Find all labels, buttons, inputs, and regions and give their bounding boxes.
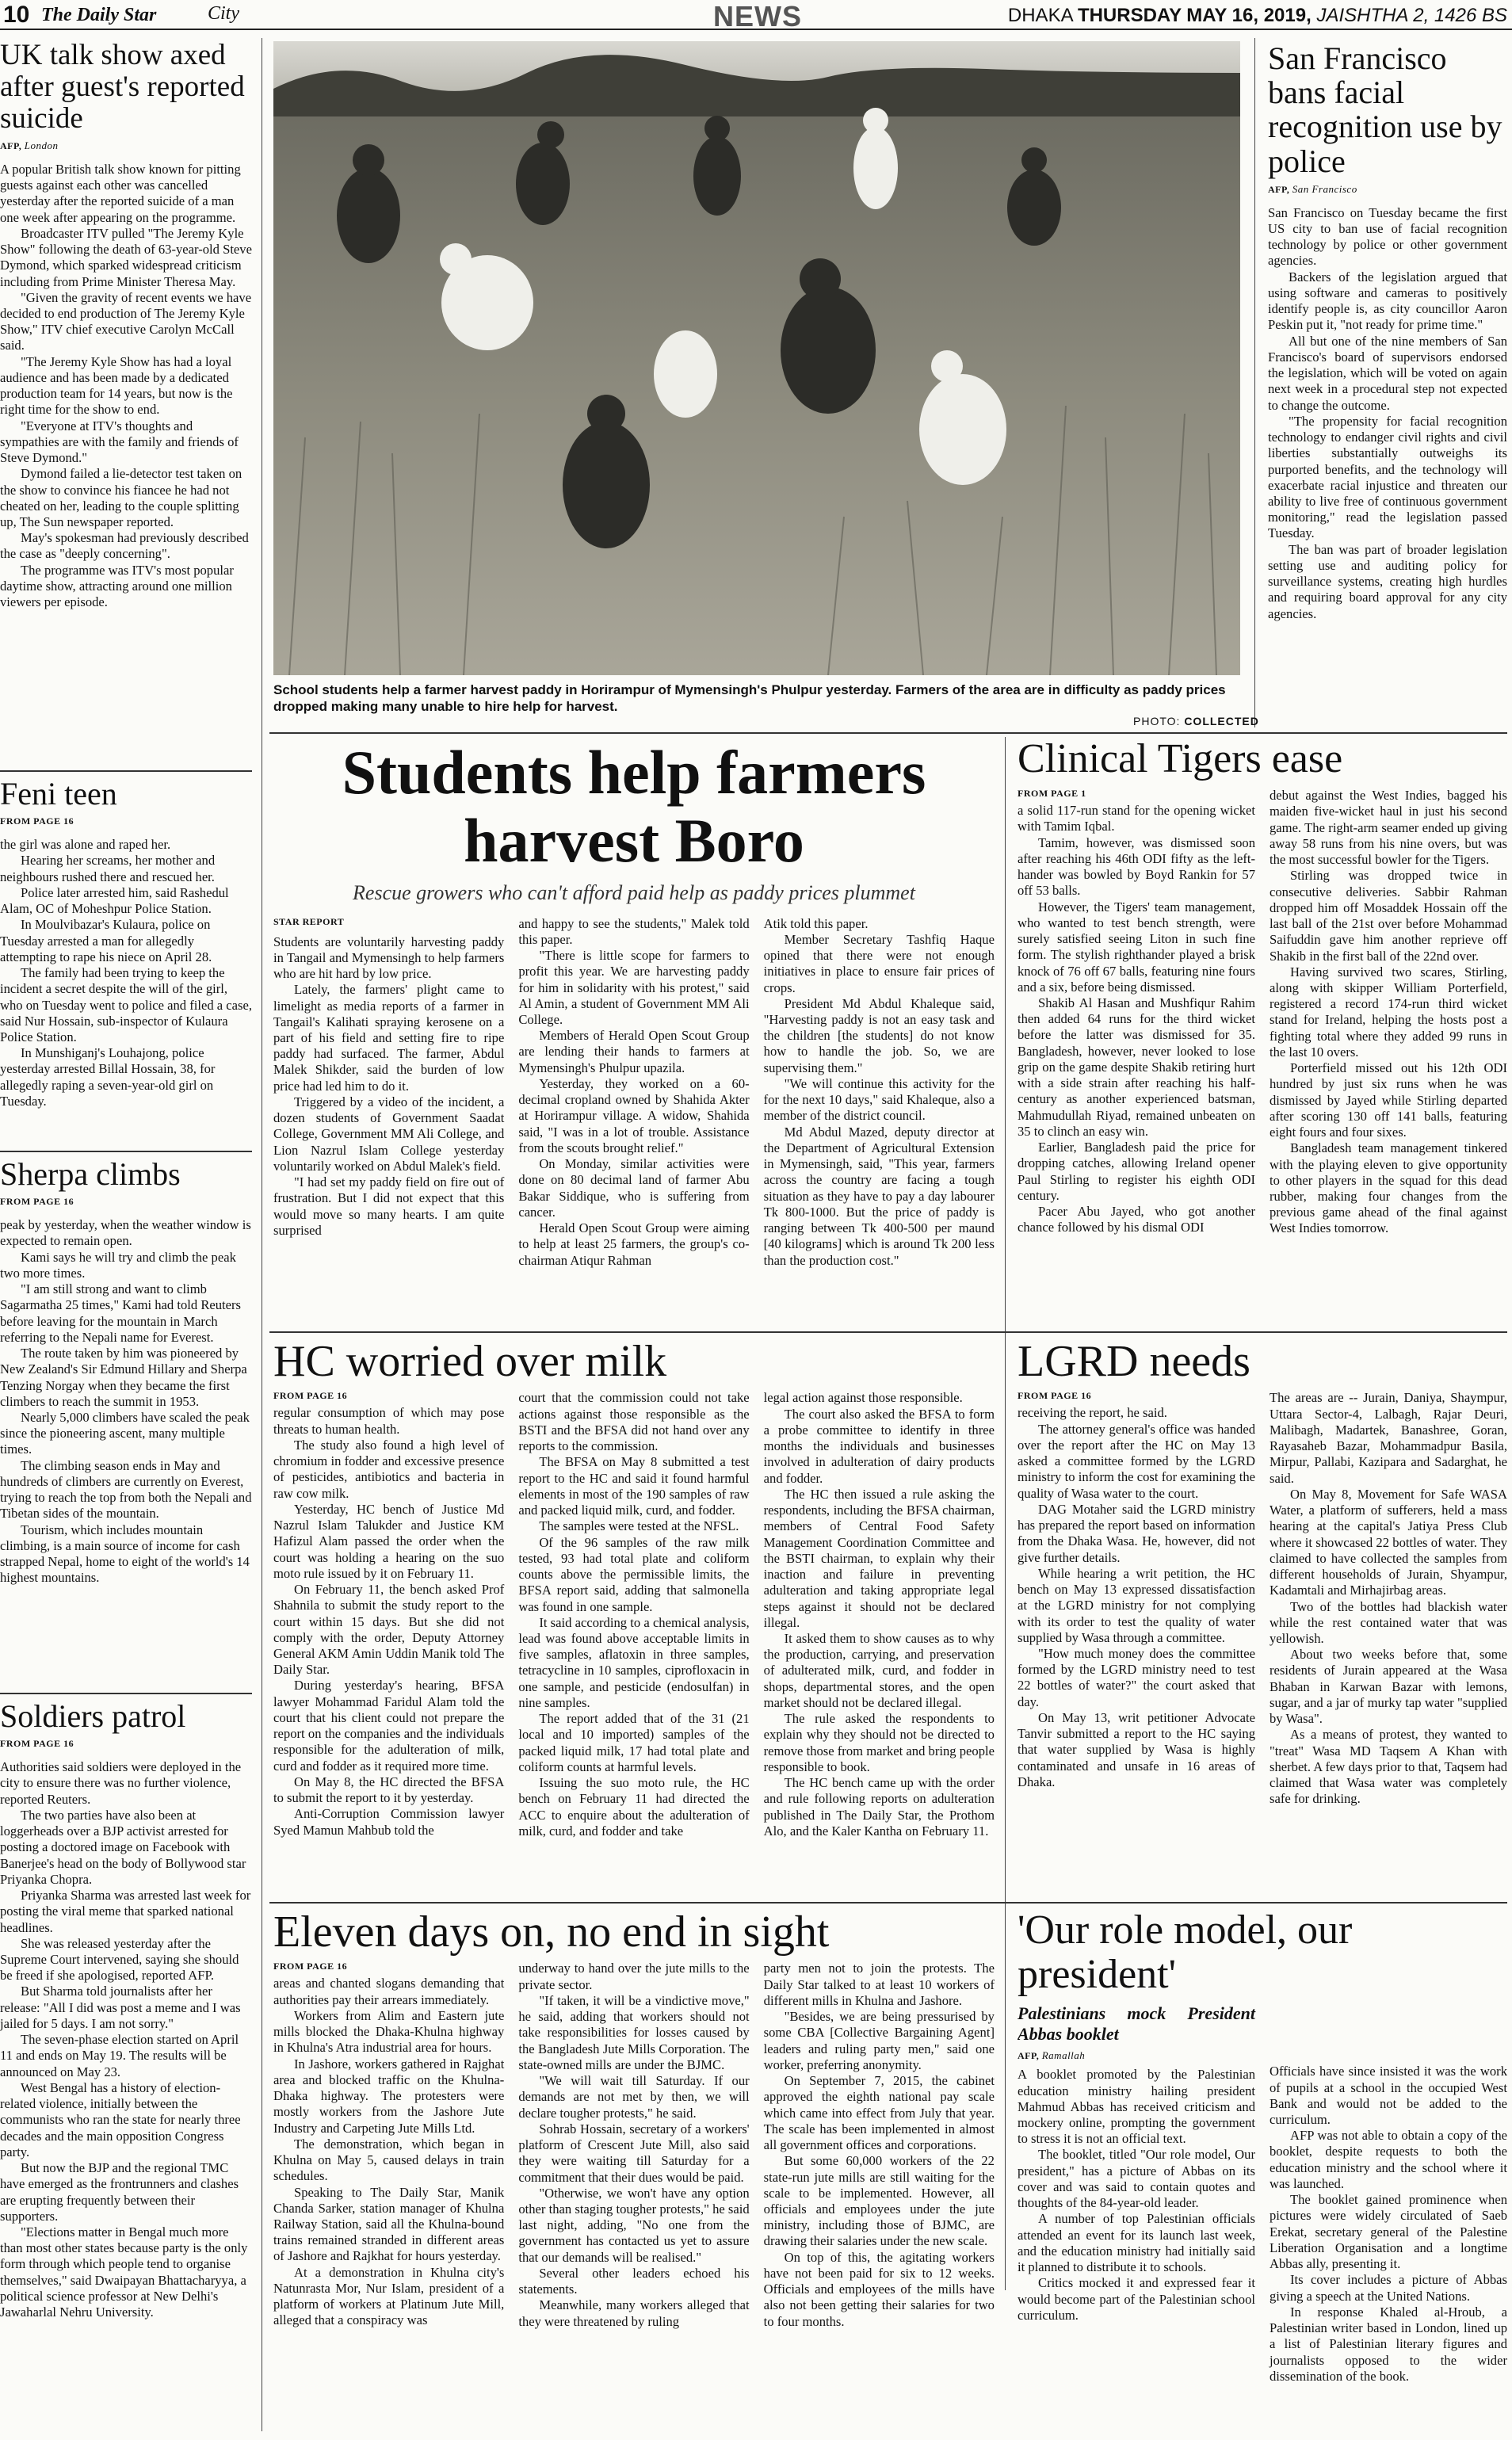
harvest-photo [273, 41, 1240, 675]
article-sherpa-climbs [0, 1151, 252, 1691]
article-body: Authorities said soldiers were deployed in the city to ensure there was no further violence, reported Reuters. The two parties have also been at loggerheads over a BJP activist arrested for posting a doctored image on Facebook with Banerjee's head on the body of Bollywood star Priyanka Chopra. Priyanka Sharma was arrested last week for posting the viral meme that sparked national headlines. She was released yesterday after the Supreme Court intervened, saying she should be freed if she apologised, reported AFP. But Sharma told journalists after her release: "All I did was post a meme and I was jailed for 5 days. I am not sorry." The seven-phase election started on April 11 and ends on May 19. The results will be announced on May 23. West Bengal has a history of election-related violence, initially between the communists who ran the state for nearly three decades and the main opposition Congress party. But now the BJP and the regional TMC have emerged as the frontrunners and clashes are erupting frequently between their supporters. "Elections matter in Bengal much more than most other states because party is the only form through which people tend to organise themselves," said Dwaipayan Bhattacharyya, a political science professor at New Delhi's Jawaharlal Nehru University. [0, 1759, 251, 2320]
headline: Clinical Tigers ease [1018, 737, 1343, 781]
section-label: NEWS [713, 0, 802, 32]
from-page: FROM PAGE 16 [0, 1196, 74, 1208]
article-column-1: FROM PAGE 16 regular consumption of which may pose threats to human health. The study also found a high level of chromium in fodder and excessive presence of pesticides, antibiotics and bacteria in raw cow milk. Yesterday, HC bench of Justice Md Nazrul Islam Talukder and Justice KM Hafizul Alam passed the order when the court was holding a hearing on the suo moto rule issued by it on February 11. On February 11, the bench asked Prof Shahnila to submit the study report to the court within 15 days. But she did not comply with the order, Deputy Attorney General AKM Amin Uddin Manik told The Daily Star. During yesterday's hearing, BFSA lawyer Mohammad Faridul Alam told the court that his client could not prepare the report on the companies and the individuals responsible for the adulteration of milk, curd and fodder as it required more time. On May 8, the HC directed the BFSA to submit the report to it by yesterday. Anti-Corruption Commission lawyer Syed Mamun Mahbub told the [273, 1390, 505, 1838]
from-page: FROM PAGE 16 [1018, 1390, 1092, 1402]
article-hc-milk [273, 1338, 995, 1896]
article-column-2: debut against the West Indies, bagged his maiden five-wicket haul in just his second game. The right-arm seamer ended up giving away 58 runs from his nine overs, but was the most successful bowler for the Tigers. Stirling was dropped twice in consecutive deliveries. Sabbir Rahman dropped him off Mosaddek Hossain off the last ball of the 21st over before Mohammad Saifuddin gave him another reprieve off Shakib in the first ball of the 22nd over. Having survived two scares, Stirling, along with skipper William Porterfield, registered a record 174-run third wicket stand for Ireland, helping the hosts post a fighting total where they added 99 runs in the last 10 overs. Porterfield missed out his 12th ODI hundred by just six runs when he was dismissed by Jayed while Stirling departed after scoring 130 off 141 balls, featuring eight fours and four sixes. Bangladesh team management tinkered with the playing eleven to give opportunity to other players in the squad for this dead rubber, making four changes from the previous game ahead of the final against West Indies tomorrow. [1270, 788, 1507, 1236]
article-column-2: underway to hand over the jute mills to the private sector. "If taken, it will be a vindictive move," he said, adding that workers should not take responsibilities for losses caused by the Bangladesh Jute Mills Corporation. The state-owned mills are under the BJMC. "We will wait till Saturday. If our demands are not met by then, we will declare tougher protests," he said. Sohrab Hossain, secretary of a workers' platform of Crescent Jute Mill, also said they were waiting till Saturday for a commitment that their dues would be paid. "Otherwise, we won't have any option other than staging tougher protests," he said last night, adding, "No one from the government has contacted us yet to assure that our demands will be realised." Several other leaders echoed his statements. Meanwhile, many workers alleged that they were threatened by ruling [518, 1961, 750, 2329]
headline: Students help farmers harvest Boro [342, 738, 926, 875]
article-uk-talk-show [0, 40, 252, 769]
headline: Soldiers patrol [0, 1698, 186, 1734]
article-column-2: and happy to see the students," Malek told this paper. "There is little scope for farmers to profit this year. We are harvesting paddy for him in solidarity with his protest," said Al Amin, a student of Government MM Ali College. Members of Herald Open Scout Group are lending their hands to farmers at Mymensingh's Phulpur upazila. Yesterday, they worked on a 60-decimal cropland owned by Shahida Akter at Horirampur village. A widow, Shahida said, "I was in a lot of trouble. Assistance from the scouts brought relief." On Monday, similar activities were done on 80 decimal land of farmer Abu Bakar Siddique, who is suffering from cancer. Herald Open Scout Group were aiming to help at least 25 farmers, the group's co-chairman Atiqur Rahman [518, 915, 750, 1268]
headline: San Francisco bans facial recognition use by police [1268, 41, 1502, 179]
article-feni-teen [0, 770, 252, 1149]
byline: STAR REPORT [273, 915, 345, 927]
article-column-1: STAR REPORT Students are voluntarily harvesting paddy in Tangail and Mymensingh to help farmers who are hit hard by low price. Lately, the farmers' plight came to limelight as media reports of a farmer in Tangail's Kalihati spraying kerosene on a part of his field and setting fire to ripe paddy had surfaced. The farmer, Abdul Malek Shikder, said the burden of low price had led him to do it. Triggered by a video of the incident, a dozen students of Government Saadat College, Government MM Ali College, and Lion Nazrul Islam College yesterday voluntarily worked on Abdul Malek's field. "I had set my paddy field on fire out of frustration. But I did not expect that this would move so many hearts. I am quite surprised [273, 915, 505, 1238]
article-san-francisco [1268, 41, 1507, 729]
article-body: peak by yesterday, when the weather window is expected to remain open. Kami says he will try and climb the peak two more times. "I am still strong and want to climb Sagarmatha 25 times," Kami had told Reuters before leaving for the mountain in March referring to the Nepali name for Everest. The route taken by him was pioneered by New Zealand's Sir Edmund Hillary and Sherpa Tenzing Norgay when they became the first climbers to reach the summit in 1953. Nearly 5,000 climbers have scaled the peak since the pioneering ascent, many multiple times. The climbing season ends in May and hundreds of climbers are currently on Everest, trying to reach the top from both the Nepali and Tibetan sides of the mountain. Tourism, which includes mountain climbing, is a main source of income for cash strapped Nepal, home to eight of the world's 14 highest mountains. [0, 1217, 252, 1586]
article-column-3: Atik told this paper. Member Secretary Tashfiq Haque opined that there were not enough initiatives in place to ensure fair prices of crops. President Md Abdul Khaleque said, "Harvesting paddy is not an easy task and the children [the students] do not know how to handle the job. So, we are supervising them." "We will continue this activity for the for the next 10 days," said Khaleque, also a member of the district council. Md Abdul Mazed, deputy director at the Department of Agricultural Extension in Mymensingh, said, "This year, farmers across the country are facing a tough situation as they have to pay a day labourer Tk 800-1000. But the price of paddy is ranging between Tk 400-500 per maund [40 kilograms] which is around Tk 200 less than the production cost." [763, 915, 995, 1268]
article-column-1: FROM PAGE 1 a solid 117-run stand for the opening wicket with Tamim Iqbal. Tamim, however, was dismissed soon after reaching his 46th ODI fifty as the left-hander was bowled by Boyd Rankin for 57 off 53 balls. However, the Tigers' team management, who wanted to test bench strength, were surely satisfied seeing Liton in such fine form. The stylish righthander played a brisk knock of 76 off 67 balls, featuring nine fours and a six, before being dismissed. Shakib Al Hasan and Mushfiqur Rahim then added 64 runs for the third wicket before the latter was dismissed for 35. Bangladesh, however, never looked to lose grip on the game despite Shakib retiring hurt with a side strain after reaching his half-century as another experienced batsman, Mahmudullah Riyad, remained unbeaten on 35 to clinch an easy win. Earlier, Bangladesh paid the price for dropping catches, allowing Ireland opener Paul Stirling to register his eighth ODI century. Pacer Abu Jayed, who got another chance followed by his dismal ODI [1018, 788, 1255, 1235]
paper-name: The Daily Star [41, 5, 157, 25]
article-column-1: FROM PAGE 16 areas and chanted slogans demanding that authorities pay their arrears immediately. Workers from Alim and Eastern jute mills blocked the Dhaka-Khulna highway in Khulna's Atra industrial area for hours. In Jashore, workers gathered in Rajghat area and blocked traffic on the Khulna-Dhaka highway. The protesters were mostly workers from the Jashore Jute Industry and Carpeting Jute Mills Ltd. The demonstration, which began in Khulna on May 5, caused delays in train schedules. Speaking to The Daily Star, Manik Chanda Sarker, station manager of Khulna Railway Station, said all the Khulna-bound trains remained stranded in different areas of Jashore and Rajkhat for hours yesterday. At a demonstration in Khulna city's Natunrasta Mor, Nur Islam, president of a platform of workers at Platinum Jute Mill, alleged that a conspiracy was [273, 1961, 505, 2328]
headline: Eleven days on, no end in sight [273, 1908, 830, 1957]
article-column-2: court that the commission could not take actions against those responsible as the BSTI and the BFSA did not hand over any reports to the commission. The BFSA on May 8 submitted a test report to the HC and said it found harmful elements in most of the 190 samples of raw and packed liquid milk, curd, and fodder. The samples were tested at the NFSL. Of the 96 samples of the raw milk tested, 93 had total plate and coliform counts above the permissible limits, the BFSA report said, adding that salmonella was found in one sample. It said according to a chemical analysis, lead was found above acceptable limits in five samples, aflatoxin in three samples, tetracycline in 10 samples, ciprofloxacin in one sample, and pesticide (endosulfan) in nine samples. The report added that of the 31 (21 local and 10 imported) samples of the packed liquid milk, 17 had total plate and coliform counts at harmful levels. Issuing the suo moto rule, the HC bench on February 11 had directed the ACC to enquire about the adulteration of milk, curd, and fodder and take [518, 1390, 750, 1839]
paddy-field-image [273, 41, 1240, 675]
photo-credit: PHOTO: COLLECTED [1133, 715, 1259, 727]
article-column-1: FROM PAGE 16 receiving the report, he said. The attorney general's office was handed over the report after the HC on May 13 asked a committee formed by the LGRD ministry to inform the cost for examining the quality of Wasa water to the court. DAG Motaher said the LGRD ministry has prepared the report based on information from the Dhaka Wasa. He, however, did not give further details. While hearing a writ petition, the HC bench on May 13 expressed dissatisfaction at the LGRD ministry for not complying with its order to test the quality of water supplied by Wasa through a committee. "How much money does the committee formed by the LGRD ministry need to test 22 bottles of water?" the court asked that day. On May 13, writ petitioner Advocate Tanvir submitted a report to the HC saying that water supplied by Wasa is highly contaminated and unsafe in 16 areas of Dhaka. [1018, 1390, 1255, 1789]
headline: Feni teen [0, 776, 117, 811]
article-column-1: Palestinians mock President Abbas booklet AFP, Ramallah A booklet promoted by the Palestinian education ministry hailing president Mahmud Abbas has received criticism and mockery online, prompting the government to stress it is not an official text. The booklet, titled "Our role model, Our president," has a picture of Abbas on its cover and was said to contain quotes and thoughts of the 84-year-old leader. A number of top Palestinian officials attended an event for its launch last week, and the education ministry had initially said it planned to distribute it to schools. Critics mocked it and expressed fear it would become part of the Palestinian school curriculum. [1018, 2003, 1255, 2323]
article-column-2: Officials have since insisted it was the work of pupils at a school in the occupied West Bank and would not be added to the curriculum. AFP was not able to obtain a copy of the booklet, despite requests to both the education ministry and the school where it was launched. The booklet gained prominence when pictures were widely circulated of Saeb Erekat, secretary general of the Palestine Liberation Organisation and a longtime Abbas ally, presenting it. Its cover includes a picture of Abbas giving a speech at the United Nations. In response Khaled al-Hroub, a Palestinian writer based in London, lined up a list of Palestinian literary figures and journalists opposed to the wider dissemination of the book. [1270, 2064, 1507, 2384]
article-eleven-days [273, 1908, 995, 2438]
from-page: FROM PAGE 1 [1018, 788, 1086, 800]
article-body: A popular British talk show known for pitting guests against each other was cancelled yesterday after the reported suicide of a man one week after appearing on the programme. Broadcaster ITV pulled "The Jeremy Kyle Show" following the death of 63-year-old Steve Dymond, which sparked widespread criticism including from Prime Minister Theresa May. "Given the gravity of recent events we have decided to end production of The Jeremy Kyle Show," ITV chief executive Carolyn McCall said. "The Jeremy Kyle Show has had a loyal audience and has been made by a dedicated production team for 14 years, but now is the right time for the show to end. "Everyone at ITV's thoughts and sympathies are with the family and friends of Steve Dymond." Dymond failed a lie-detector test taken on the show to convince his fiancee he had not cheated on her, leading to the couple splitting up, The Sun newspaper reported. May's spokesman had previously described the case as "deeply concerning". The programme was ITV's most popular daytime show, attracting around one million viewers per episode. [0, 161, 252, 610]
deck: Palestinians mock President Abbas booklet [1018, 2003, 1255, 2045]
headline: Sherpa climbs [0, 1156, 181, 1192]
section-name: City [208, 3, 239, 24]
photo-caption: School students help a farmer harvest paddy in Horirampur of Mymensingh's Phulpur yesterday. Farmers of the area are in difficulty as paddy prices dropped making many unable to hire help for harvest. [273, 682, 1226, 715]
article-column-3: party men not to join the protests. The Daily Star talked to at least 10 workers of different mills in Khulna and Jashore. "Besides, we are being pressurised by some CBA [Collective Bargaining Agent] leaders and ruling party men," said one worker, preferring anonymity. On September 7, 2015, the cabinet approved the eighth national pay scale which came into effect from July that year. The scale has been implemented in almost all government offices and corporations. But some 60,000 workers of the 22 state-run jute mills are still waiting for the scale to be implemented. However, all officials and employees under the jute ministry, including those of BJMC, are drawing their salaries under the new scale. On top of this, the agitating workers have not been paid for six to 12 weeks. Officials and employees of the mills have also not been getting their salaries for two to four months. [763, 1961, 995, 2329]
issue-date: DHAKA THURSDAY MAY 16, 2019, JAISHTHA 2, 1426 BS [1007, 5, 1507, 26]
article-body: San Francisco on Tuesday became the first US city to ban use of facial recognition technology by police or other government agencies. Backers of the legislation argued that using software and cameras to positively identify people is, as city councillor Aaron Peskin put it, "not ready for prime time." All but one of the nine members of San Francisco's board of supervisors endorsed the legislation, which will be voted on again next week in a procedural step not expected to change the outcome. "The propensity for facial recognition technology to endanger civil rights and civil liberties substantially outweighs its purported benefits, and the technology will exacerbate racial injustice and threaten our ability to live free of continuous government monitoring," read the legislation passed Tuesday. The ban was part of broader legislation setting use and auditing policy for surveillance systems, creating high hurdles and requiring board approval for any city agencies. [1268, 204, 1507, 621]
headline: HC worried over milk [273, 1338, 667, 1386]
headline: LGRD needs [1018, 1338, 1250, 1386]
from-page: FROM PAGE 16 [273, 1961, 348, 1972]
from-page: FROM PAGE 16 [273, 1390, 348, 1402]
article-clinical-tigers [1018, 737, 1507, 1323]
headline: UK talk show axed after guest's reported suicide [0, 40, 245, 135]
from-page: FROM PAGE 16 [0, 1738, 74, 1750]
dateline: AFP, Ramallah [1018, 2049, 1086, 2062]
article-column-3: legal action against those responsible. The court also asked the BFSA to form a probe committee to identify in three months the individuals and businesses involved in adulteration of dairy products and fodder. The HC then issued a rule asking the respondents, including the BFSA chairman, members of Central Food Safety Management Coordination Committee and the BSTI chairman, to explain why their inaction and failure in preventing adulteration and taking appropriate legal steps against it should not be declared illegal. It asked them to show causes as to why the production, carrying, and preservation of adulterated milk, curd, and fodder in shops, departmental stores, and the open market should not be declared illegal. The rule asked the respondents to explain why they should not be directed to remove those from market and bring people responsible to book. The HC bench came up with the order and rule following reports on adulteration published in The Daily Star, the Prothom Alo, and the Kaler Kantha on February 11. [763, 1390, 995, 1839]
dateline: AFP, London [0, 139, 59, 151]
deck: Rescue growers who can't afford paid help as paddy prices plummet [353, 880, 915, 904]
article-role-model [1018, 1908, 1507, 2438]
article-soldiers-patrol [0, 1693, 252, 2438]
dateline: AFP, San Francisco [1268, 182, 1357, 195]
article-students-help-farmers [273, 737, 995, 1323]
from-page: FROM PAGE 16 [0, 815, 74, 827]
headline: 'Our role model, our president' [1018, 1908, 1353, 1998]
article-body: the girl was alone and raped her. Hearing her screams, her mother and neighbours rushed there and rescued her. Police later arrested him, said Rashedul Alam, OC of Moheshpur Police Station. In Moulvibazar's Kulaura, police on Tuesday arrested a man for allegedly attempting to rape his niece on April 28. The family had been trying to keep the incident a secret despite the will of the girl, who on Tuesday went to police and filed a case, said Nur Hossain, sub-inspector of Kulaura Police Station. In Munshiganj's Louhajong, police yesterday arrested Billal Hossain, 38, for allegedly raping a seven-year-old girl on Tuesday. [0, 837, 252, 1109]
article-lgrd-needs [1018, 1338, 1507, 1896]
article-column-2: The areas are -- Jurain, Daniya, Shaympur, Uttara Sector-4, Lalbagh, Rajar Deuri, Malibagh, Madartek, Banashree, Goran, Rayasaheb Bazar, Mohammadpur Basila, Mirpur, Pallabi, Kazipara and Sadarghat, he said. On May 8, Movement for Safe WASA Water, a platform of sufferers, held a mass hearing at the capital's Jatiya Press Club where it showcased 22 bottles of water. They claimed to have collected the samples from different households of Jurain, Shyampur, Kadamtali and Mirhajirbag areas. Two of the bottles had blackish water while the rest contained water that was yellowish. About two weeks before that, some residents of Jurain appeared at the Wasa Bhaban in Karwan Bazar with lemons, sugar, and a jar of murky tap water "supplied by Wasa". As a means of protest, they wanted to "treat" Wasa MD Taqsem A Khan with sherbet. A few days prior to that, Taqsem had claimed that Wasa water was completely safe for drinking. [1270, 1390, 1507, 1807]
page-number: 10 [3, 2, 30, 28]
masthead [0, 0, 1512, 30]
